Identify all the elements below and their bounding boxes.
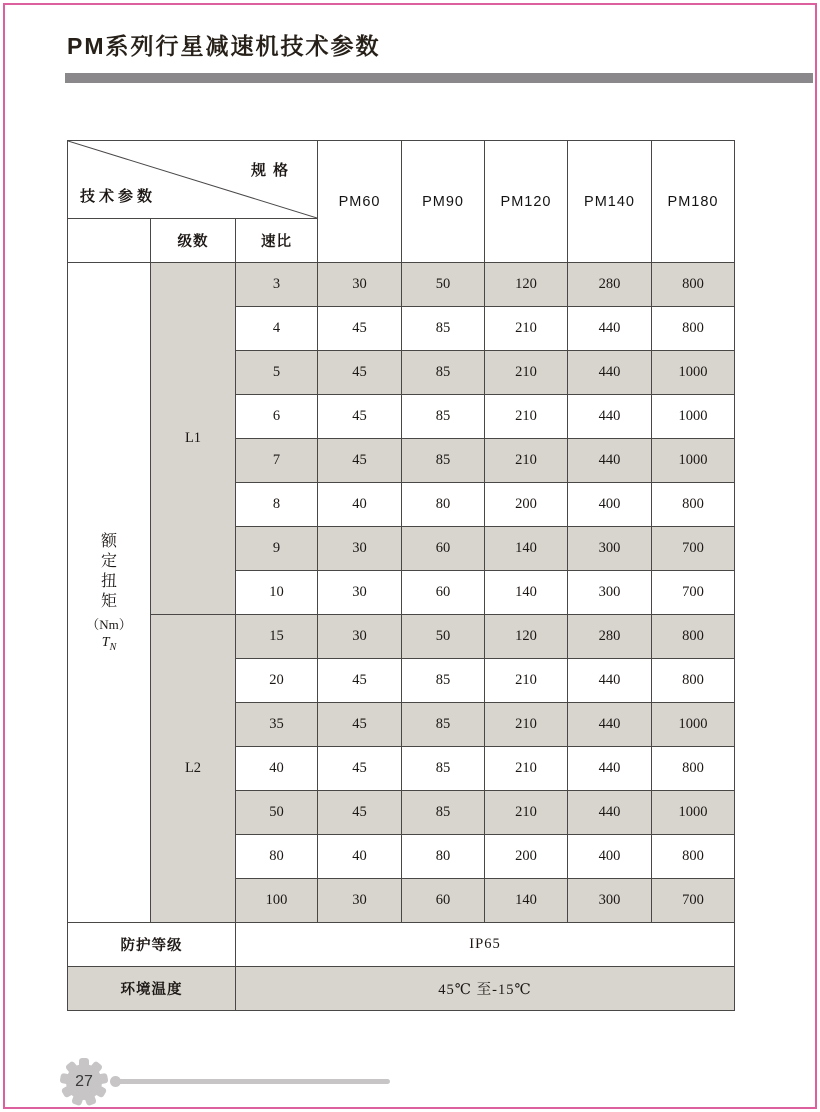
torque-value-cell: 700 [652, 571, 735, 615]
torque-value-cell: 800 [652, 659, 735, 703]
empty-header-cell [68, 219, 151, 263]
diagonal-header-cell [68, 141, 318, 219]
torque-value-cell: 60 [402, 527, 485, 571]
ratio-cell: 10 [236, 571, 318, 615]
ratio-cell: 5 [236, 351, 318, 395]
torque-value-cell: 300 [568, 527, 652, 571]
torque-value-cell: 210 [485, 439, 568, 483]
torque-value-cell: 440 [568, 351, 652, 395]
row-group-label-rated-torque: 额 定 扭 矩 （Nm） $T_N$ [68, 263, 151, 923]
torque-value-cell: 440 [568, 659, 652, 703]
torque-value-cell: 45 [318, 659, 402, 703]
torque-value-cell: 700 [652, 527, 735, 571]
ratio-cell: 100 [236, 879, 318, 923]
torque-value-cell: 45 [318, 791, 402, 835]
torque-value-cell: 80 [402, 835, 485, 879]
torque-value-cell: 85 [402, 307, 485, 351]
torque-value-cell: 440 [568, 439, 652, 483]
torque-value-cell: 120 [485, 263, 568, 307]
ambient-temperature-value: 45℃ 至-15℃ [236, 967, 735, 1011]
column-header-pm120: PM120 [485, 141, 568, 263]
ratio-cell: 3 [236, 263, 318, 307]
torque-value-cell: 80 [402, 483, 485, 527]
torque-value-cell: 85 [402, 703, 485, 747]
column-header-pm140: PM140 [568, 141, 652, 263]
torque-value-cell: 45 [318, 439, 402, 483]
torque-value-cell: 1000 [652, 703, 735, 747]
ratio-cell: 8 [236, 483, 318, 527]
torque-value-cell: 300 [568, 879, 652, 923]
torque-value-cell: 50 [402, 263, 485, 307]
torque-value-cell: 210 [485, 307, 568, 351]
corner-label-spec: 规格 [251, 162, 296, 179]
header-row-1 [68, 141, 735, 219]
torque-value-cell: 300 [568, 571, 652, 615]
ratio-cell: 35 [236, 703, 318, 747]
torque-value-cell: 400 [568, 835, 652, 879]
torque-value-cell: 440 [568, 791, 652, 835]
ambient-temperature-label: 环境温度 [68, 967, 236, 1011]
torque-value-cell: 210 [485, 351, 568, 395]
torque-value-cell: 800 [652, 615, 735, 659]
torque-value-cell: 1000 [652, 439, 735, 483]
ratio-cell: 50 [236, 791, 318, 835]
torque-value-cell: 140 [485, 879, 568, 923]
torque-value-cell: 280 [568, 263, 652, 307]
title-rule-bar [65, 73, 813, 83]
stage-cell-L1: L1 [151, 263, 236, 615]
torque-value-cell: 30 [318, 571, 402, 615]
column-header-pm90: PM90 [402, 141, 485, 263]
torque-value-cell: 800 [652, 483, 735, 527]
ratio-cell: 9 [236, 527, 318, 571]
spec-table [67, 140, 735, 1011]
torque-value-cell: 140 [485, 571, 568, 615]
torque-value-cell: 45 [318, 703, 402, 747]
torque-value-cell: 120 [485, 615, 568, 659]
torque-value-cell: 140 [485, 527, 568, 571]
torque-value-cell: 45 [318, 351, 402, 395]
torque-value-cell: 210 [485, 659, 568, 703]
torque-value-cell: 440 [568, 307, 652, 351]
ratio-cell: 7 [236, 439, 318, 483]
spec-row [68, 615, 735, 659]
torque-value-cell: 85 [402, 659, 485, 703]
torque-value-cell: 800 [652, 747, 735, 791]
torque-value-cell: 1000 [652, 395, 735, 439]
torque-value-cell: 400 [568, 483, 652, 527]
torque-value-cell: 200 [485, 835, 568, 879]
protection-grade-label: 防护等级 [68, 923, 236, 967]
subheader-ratio: 速比 [236, 219, 318, 263]
torque-value-cell: 280 [568, 615, 652, 659]
torque-value-cell: 800 [652, 263, 735, 307]
page-marker [58, 1056, 398, 1110]
ratio-cell: 15 [236, 615, 318, 659]
torque-value-cell: 440 [568, 747, 652, 791]
protection-grade-row [68, 923, 735, 967]
subheader-stage: 级数 [151, 219, 236, 263]
torque-value-cell: 85 [402, 791, 485, 835]
ratio-cell: 40 [236, 747, 318, 791]
torque-value-cell: 45 [318, 307, 402, 351]
spec-row [68, 263, 735, 307]
torque-value-cell: 30 [318, 263, 402, 307]
torque-value-cell: 45 [318, 747, 402, 791]
torque-value-cell: 85 [402, 351, 485, 395]
marker-line [118, 1079, 390, 1084]
ratio-cell: 6 [236, 395, 318, 439]
torque-value-cell: 85 [402, 747, 485, 791]
torque-value-cell: 85 [402, 395, 485, 439]
torque-value-cell: 700 [652, 879, 735, 923]
torque-value-cell: 440 [568, 703, 652, 747]
column-header-pm180: PM180 [652, 141, 735, 263]
torque-value-cell: 60 [402, 879, 485, 923]
torque-value-cell: 1000 [652, 351, 735, 395]
torque-value-cell: 45 [318, 395, 402, 439]
torque-value-cell: 40 [318, 835, 402, 879]
torque-value-cell: 210 [485, 791, 568, 835]
torque-value-cell: 210 [485, 747, 568, 791]
page-title: PM系列行星减速机技术参数 [67, 33, 381, 59]
ratio-cell: 4 [236, 307, 318, 351]
torque-value-cell: 210 [485, 703, 568, 747]
ambient-temperature-row [68, 967, 735, 1011]
torque-value-cell: 210 [485, 395, 568, 439]
torque-value-cell: 85 [402, 439, 485, 483]
page-number: 27 [75, 1073, 93, 1090]
torque-value-cell: 440 [568, 395, 652, 439]
torque-value-cell: 1000 [652, 791, 735, 835]
stage-cell-L2: L2 [151, 615, 236, 923]
protection-grade-value: IP65 [236, 923, 735, 967]
ratio-cell: 80 [236, 835, 318, 879]
torque-value-cell: 30 [318, 615, 402, 659]
torque-value-cell: 200 [485, 483, 568, 527]
torque-value-cell: 800 [652, 835, 735, 879]
ratio-cell: 20 [236, 659, 318, 703]
torque-value-cell: 60 [402, 571, 485, 615]
torque-value-cell: 50 [402, 615, 485, 659]
torque-value-cell: 40 [318, 483, 402, 527]
torque-value-cell: 30 [318, 879, 402, 923]
torque-value-cell: 800 [652, 307, 735, 351]
corner-label-tech-params: 技术参数 [80, 188, 157, 205]
torque-value-cell: 30 [318, 527, 402, 571]
spec-table-body [68, 263, 735, 923]
column-header-pm60: PM60 [318, 141, 402, 263]
